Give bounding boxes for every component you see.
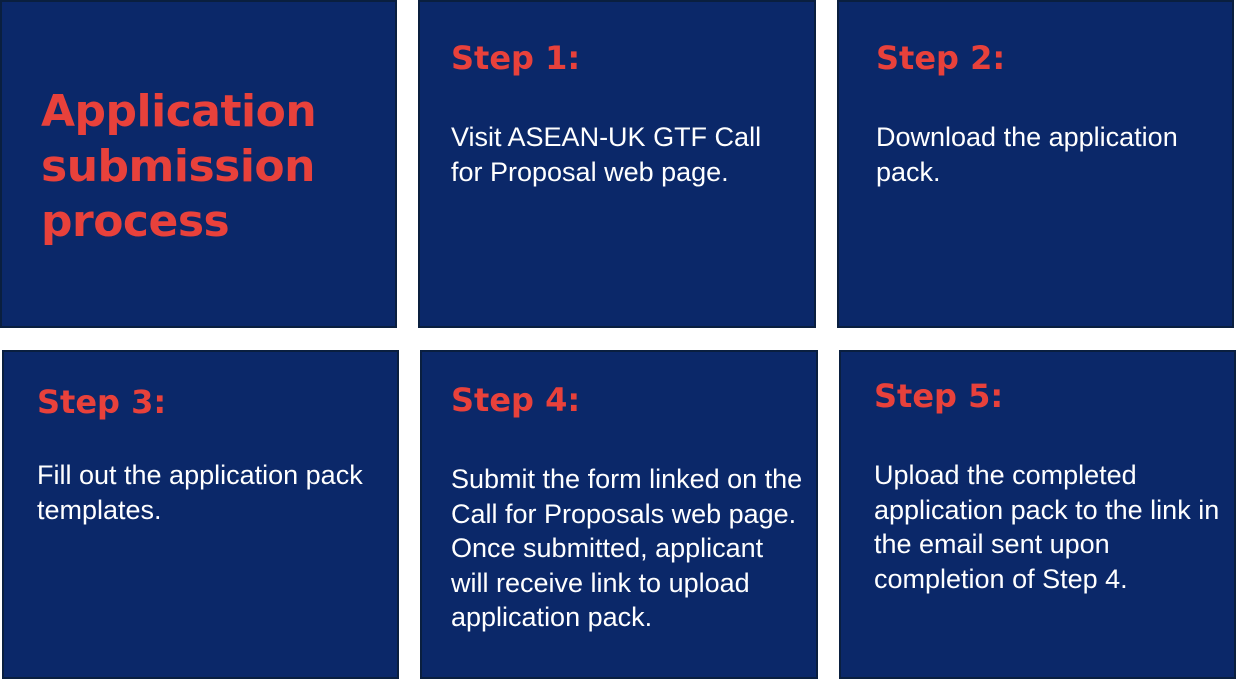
step-5-heading: Step 5: (874, 377, 1004, 415)
step-5-tile (839, 350, 1236, 679)
step-1-description: Visit ASEAN-UK GTF Call for Proposal web page. (451, 122, 762, 187)
step-3-tile (2, 350, 399, 679)
step-2-heading: Step 2: (876, 39, 1006, 77)
step-1-tile (418, 0, 816, 328)
title-tile (0, 0, 397, 328)
step-3-heading: Step 3: (37, 383, 167, 421)
step-1-heading: Step 1: (451, 39, 581, 77)
step-4-heading: Step 4: (451, 381, 581, 419)
step-4-tile (420, 350, 818, 679)
step-4-description: Submit the form linked on the Call for Proposals web page. Once submitted, applicant will receive link to upload application pack. (451, 464, 803, 632)
title-line-1: Application (41, 86, 317, 137)
step-3-description: Fill out the application pack templates. (37, 460, 363, 525)
step-2-tile (837, 0, 1234, 328)
title-line-3: process (41, 196, 230, 247)
title-line-2: submission (41, 141, 315, 192)
page-title (41, 84, 381, 249)
step-5-description: Upload the completed application pack to the link in the email sent upon completion of Step 4. (874, 460, 1220, 594)
step-2-description: Download the application pack. (876, 122, 1178, 187)
